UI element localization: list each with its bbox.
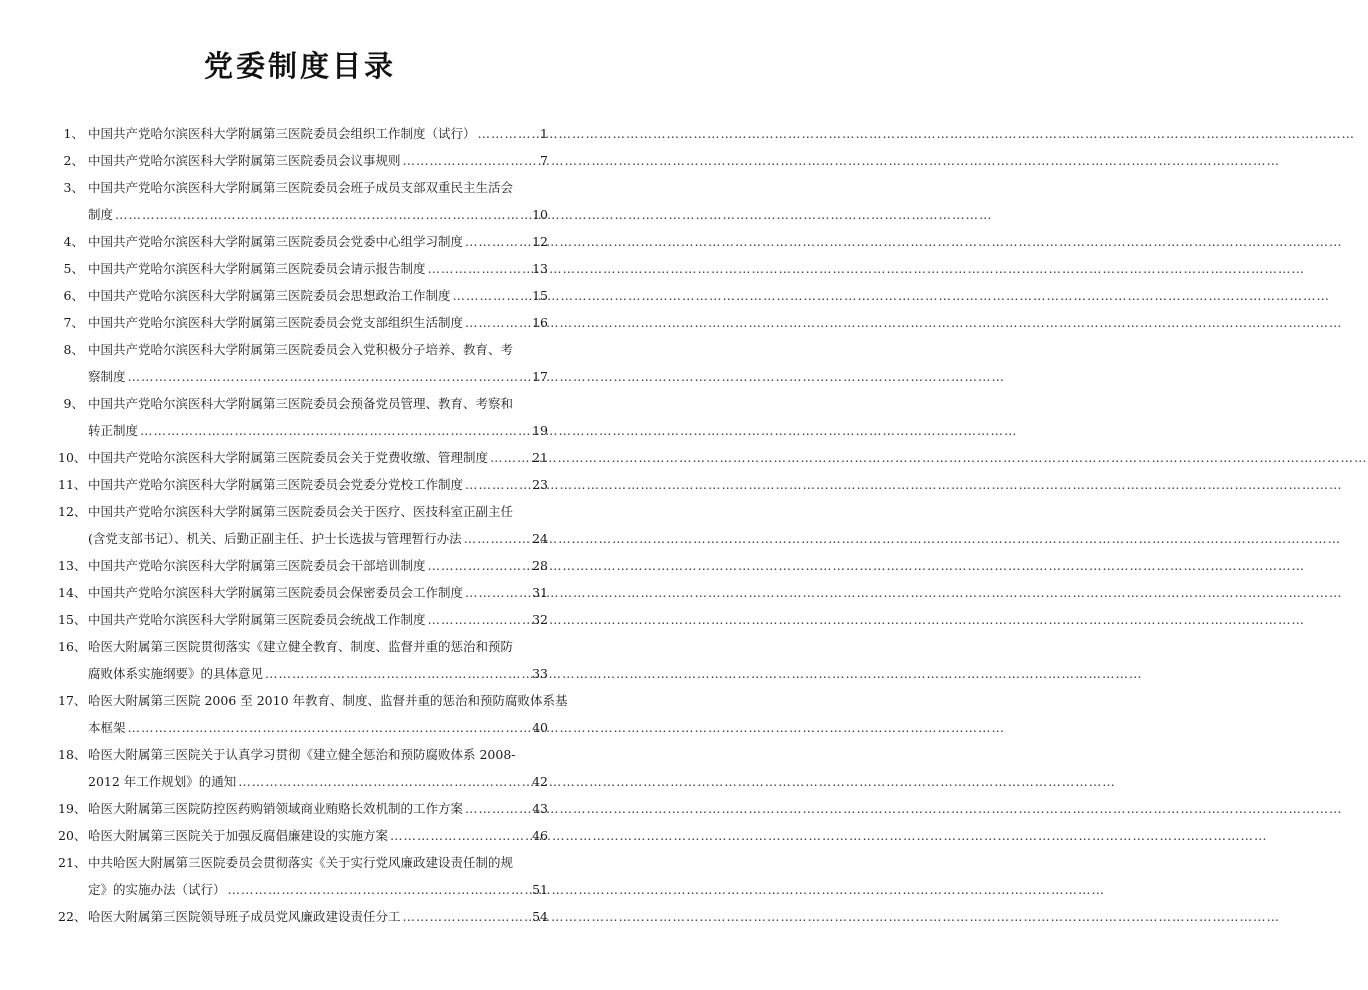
document-page [0,0,600,990]
toc-entry-title: 中国共产党哈尔滨医科大学附属第三医院委员会党委中心组学习制度 [88,234,464,249]
dot-leader [478,120,539,147]
toc-entry-title: 中国共产党哈尔滨医科大学附属第三医院委员会保密委员会工作制度 [88,585,464,600]
toc-entry-page-number: 1 [540,126,548,141]
toc-entry-title: 中国共产党哈尔滨医科大学附属第三医院委员会干部培训制度 [88,558,426,573]
toc-entry-number: 2、 [63,153,84,168]
toc-entry-number: 3、 [63,180,84,195]
toc-entry [58,579,548,606]
toc-entry-line [58,444,548,471]
toc-entry-page-number: 16 [532,315,548,330]
toc-entry [58,255,548,282]
toc-entry-line [58,822,548,849]
toc-entry-title: 2012 年工作规划》的通知 [88,774,237,789]
dot-leader [465,795,530,822]
toc-entry-page-number: 46 [532,828,548,843]
toc-entry-title: 哈医大附属第三医院防控医药购销领域商业贿赂长效机制的工作方案 [88,801,464,816]
toc-entry-title: 定》的实施办法（试行） [88,882,226,897]
toc-entry [58,606,548,633]
dot-leader [465,228,530,255]
toc-entry-number: 13、 [58,558,87,573]
toc-entry-page-number: 17 [532,369,548,384]
toc-entry-page-number: 32 [532,612,548,627]
toc-entry [58,741,548,795]
toc-entry-line [58,120,548,147]
toc-entry-title: 察制度 [88,369,126,384]
toc-entry-title: 哈医大附属第三医院关于加强反腐倡廉建设的实施方案 [88,828,389,843]
dot-leader [403,147,539,174]
toc-entry-continuation [58,660,548,687]
toc-entry-number: 19、 [58,801,87,816]
toc-entry-line [58,174,548,201]
toc-entry-page-number: 54 [532,909,548,924]
toc-entry-number: 18、 [58,747,87,762]
toc-entry-line [58,849,548,876]
dot-leader [238,768,530,795]
toc-entry-line [58,255,548,282]
toc-entry-title: 中国共产党哈尔滨医科大学附属第三医院委员会统战工作制度 [88,612,426,627]
dot-leader [465,471,530,498]
toc-entry-title: 中国共产党哈尔滨医科大学附属第三医院委员会请示报告制度 [88,261,426,276]
toc-entry-continuation [58,876,548,903]
toc-entry-page-number: 13 [532,261,548,276]
toc-entry-continuation [58,363,548,390]
toc-entry-line [58,795,548,822]
toc-entry-number: 10、 [58,450,87,465]
toc-entry-title: 中国共产党哈尔滨医科大学附属第三医院委员会议事规则 [88,153,401,168]
dot-leader [428,606,531,633]
toc-entry-title: 中国共产党哈尔滨医科大学附属第三医院委员会组织工作制度（试行） [88,126,476,141]
toc-entry-page-number: 42 [532,774,548,789]
toc-entry-title: 腐败体系实施纲要》的具体意见 [88,666,264,681]
toc-entry-number: 22、 [58,909,87,924]
toc-entry [58,282,548,309]
toc-entry-title: 中国共产党哈尔滨医科大学附属第三医院委员会党委分党校工作制度 [88,477,464,492]
toc-entry [58,849,548,903]
toc-entry-title: 本框架 [88,720,126,735]
toc-entry-line [58,498,548,525]
toc-entry-page-number: 28 [532,558,548,573]
toc-entry-page-number: 15 [532,288,548,303]
toc-entry-title: (含党支部书记）、机关、后勤正副主任、护士长选拔与管理暂行办法 [88,531,462,546]
toc-entry-title: 哈医大附属第三医院贯彻落实《建立健全教育、制度、监督并重的惩治和预防 [88,639,514,654]
toc-entry-continuation [58,201,548,228]
toc-entry-page-number: 33 [532,666,548,681]
toc-entry-title: 中国共产党哈尔滨医科大学附属第三医院委员会班子成员支部双重民主生活会 [88,180,514,195]
toc-entry-title: 中共哈医大附属第三医院委员会贯彻落实《关于实行党风廉政建设责任制的规 [88,855,514,870]
toc-entry-title: 哈医大附属第三医院 2006 至 2010 年教育、制度、监督并重的惩治和预防腐败体系基 [88,693,568,708]
toc-entry-line [58,903,548,930]
toc-entry-line [58,282,548,309]
toc-entry-title: 中国共产党哈尔滨医科大学附属第三医院委员会入党积极分子培养、教育、考 [88,342,514,357]
toc-entry [58,633,548,687]
toc-entry-title: 哈医大附属第三医院关于认真学习贯彻《建立健全惩治和预防腐败体系 2008- [88,747,516,762]
toc-entry [58,120,548,147]
toc-entry [58,444,548,471]
toc-entry-page-number: 12 [532,234,548,249]
toc-entry [58,147,548,174]
dot-leader [128,363,531,390]
dot-leader [265,660,530,687]
toc-entry [58,309,548,336]
toc-entry-page-number: 19 [532,423,548,438]
toc-entry-number: 1、 [63,126,84,141]
dot-leader [464,525,530,552]
toc-entry-continuation [58,525,548,552]
dot-leader [465,579,530,606]
toc-entry-number: 8、 [63,342,84,357]
dot-leader [428,552,531,579]
toc-entry [58,822,548,849]
toc-entry-number: 6、 [63,288,84,303]
toc-entry-number: 15、 [58,612,87,627]
toc-entry [58,390,548,444]
toc-entry-line [58,579,548,606]
toc-entry-title: 转正制度 [88,423,139,438]
toc-entry-line [58,390,548,417]
toc-entry-page-number: 7 [540,153,548,168]
toc-entry-page-number: 40 [532,720,548,735]
toc-entry [58,552,548,579]
toc-entry [58,795,548,822]
toc-entry-number: 21、 [58,855,87,870]
toc-entry-number: 14、 [58,585,87,600]
toc-entry-line [58,633,548,660]
dot-leader [128,714,531,741]
toc-entry [58,903,548,930]
toc-entry-continuation [58,417,548,444]
toc-entry-number: 4、 [63,234,84,249]
toc-entry [58,498,548,552]
toc-entry-line [58,228,548,255]
toc-entry-number: 5、 [63,261,84,276]
toc-entry [58,471,548,498]
toc-entry-line [58,336,548,363]
toc-entry [58,687,568,741]
toc-entry-line [58,309,548,336]
toc-entry-number: 9、 [63,396,84,411]
toc-entry-title: 中国共产党哈尔滨医科大学附属第三医院委员会思想政治工作制度 [88,288,451,303]
toc-entry [58,228,548,255]
toc-entry-line [58,471,548,498]
toc-entry-page-number: 31 [532,585,548,600]
toc-entry-title: 制度 [88,207,114,222]
toc-entry-page-number: 43 [532,801,548,816]
dot-leader [428,255,531,282]
toc-entry [58,174,548,228]
dot-leader [490,444,530,471]
toc-entry-number: 20、 [58,828,87,843]
toc-entry-page-number: 24 [532,531,548,546]
toc-entry-title: 哈医大附属第三医院领导班子成员党风廉政建设责任分工 [88,909,401,924]
toc-entry [58,336,548,390]
toc-entry-title: 中国共产党哈尔滨医科大学附属第三医院委员会预备党员管理、教育、考察和 [88,396,514,411]
dot-leader [115,201,530,228]
toc-entry-page-number: 10 [532,207,548,222]
toc-entry-line [58,741,548,768]
toc-entry-number: 7、 [63,315,84,330]
dot-leader [390,822,530,849]
toc-entry-line [58,687,568,714]
toc-entry-page-number: 51 [532,882,548,897]
dot-leader [140,417,530,444]
toc-entry-continuation [58,768,548,795]
table-of-contents [58,120,568,930]
toc-entry-number: 16、 [58,639,87,654]
toc-entry-line [58,552,548,579]
page-title: 党委制度目录 [203,49,396,83]
toc-entry-title: 中国共产党哈尔滨医科大学附属第三医院委员会关于党费收缴、管理制度 [88,450,489,465]
toc-entry-page-number: 23 [532,477,548,492]
toc-entry-continuation [58,714,548,741]
toc-entry-title: 中国共产党哈尔滨医科大学附属第三医院委员会党支部组织生活制度 [88,315,464,330]
toc-entry-number: 17、 [58,693,87,708]
toc-entry-title: 中国共产党哈尔滨医科大学附属第三医院委员会关于医疗、医技科室正副主任 [88,504,514,519]
toc-entry-page-number: 21 [532,450,548,465]
dot-leader [403,903,531,930]
dot-leader [453,282,531,309]
dot-leader [228,876,531,903]
toc-entry-line [58,147,548,174]
dot-leader [465,309,530,336]
toc-entry-number: 11、 [58,477,87,492]
toc-entry-number: 12、 [58,504,87,519]
toc-entry-line [58,606,548,633]
